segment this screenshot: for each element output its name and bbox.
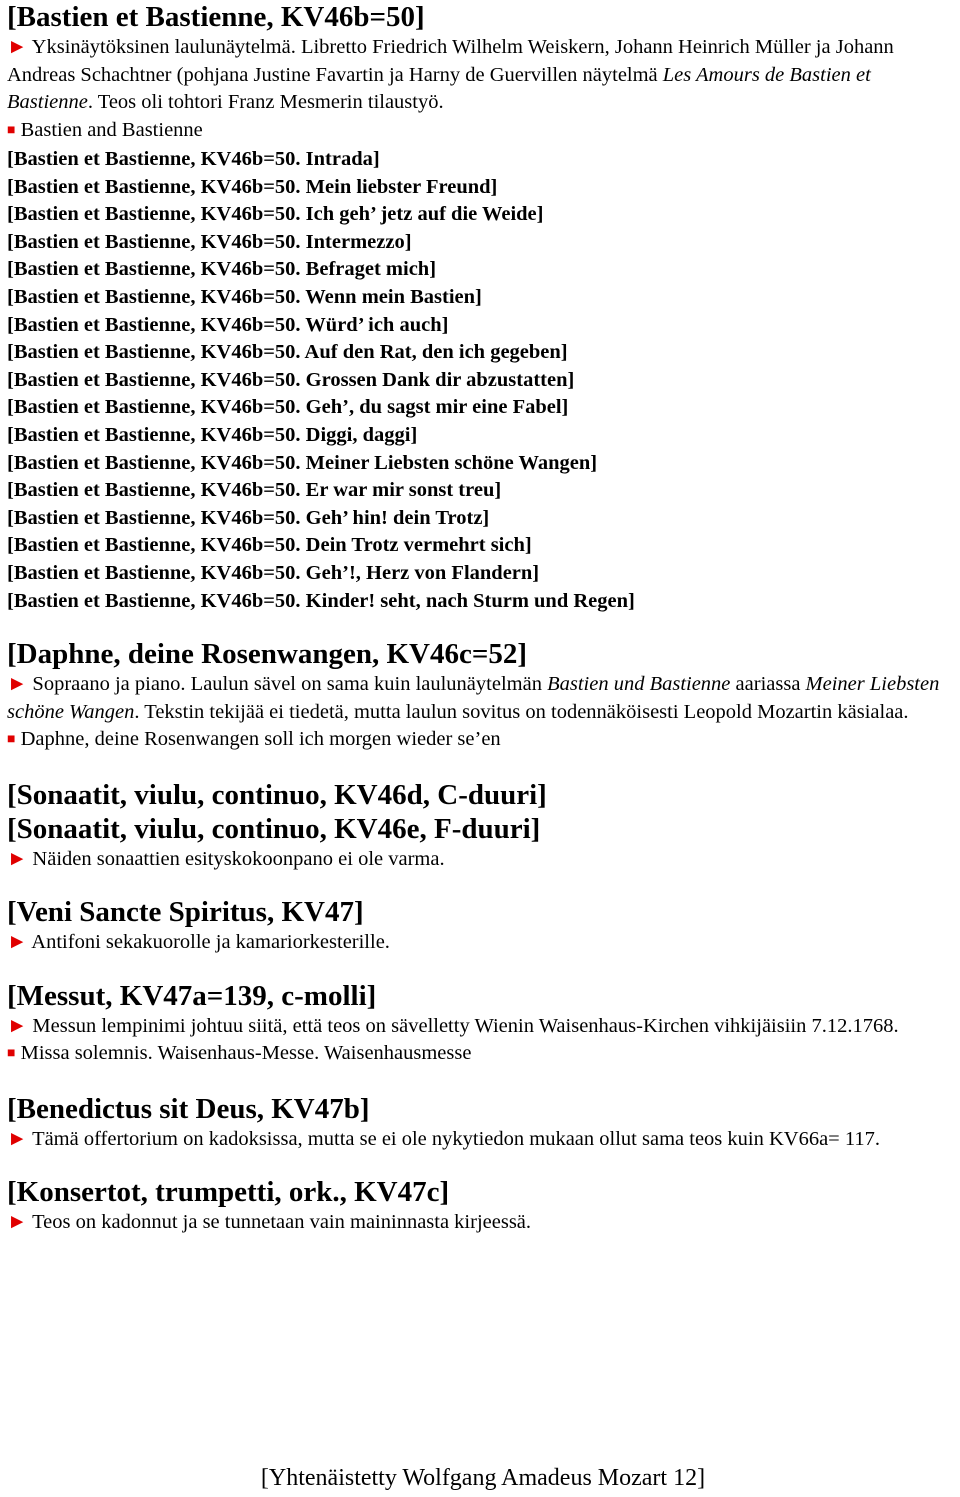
entry-description: ► Näiden sonaattien esityskokoonpano ei ole varma. [7, 847, 445, 870]
sub-entry: [Bastien et Bastienne, KV46b=50. Ich geh’ jetz auf die Weide] [7, 203, 544, 226]
sub-entry: [Bastien et Bastienne, KV46b=50. Geh’, du sagst mir eine Fabel] [7, 396, 569, 419]
sub-entry: [Bastien et Bastienne, KV46b=50. Grossen Dank dir abzustatten] [7, 368, 575, 391]
red-square-icon: ■ [7, 122, 16, 138]
sub-entry: [Bastien et Bastienne, KV46b=50. Würd’ ich auch] [7, 313, 449, 336]
entry-description: ► Antifoni sekakuorolle ja kamariorkesterille. [7, 931, 390, 954]
entry-bastien [7, 0, 957, 615]
entry-description: ► Sopraano ja piano. Laulun sävel on sama kuin laulunäytelmän Bastien und Bastienne aariassa Meiner Liebsten schöne Wangen. Tekstin tekijää ei tiedetä, mutta laulun sovitus on todennäköisesti Leopold Mozartin käsialaa. [7, 673, 940, 723]
sub-entry: [Bastien et Bastienne, KV46b=50. Geh’!, Herz von Flandern] [7, 561, 540, 584]
entry-title: [Messut, KV47a=139, c-molli] [7, 979, 377, 1012]
entry-title: [Daphne, deine Rosenwangen, KV46c=52] [7, 638, 528, 671]
entry-alt-title: ■ Daphne, deine Rosenwangen soll ich morgen wieder se’en [7, 728, 501, 751]
red-arrow-icon: ► [7, 1014, 28, 1037]
entry-konsertot [7, 1175, 957, 1237]
red-arrow-icon: ► [7, 1211, 28, 1234]
sub-entry: [Bastien et Bastienne, KV46b=50. Er war mir sonst treu] [7, 479, 502, 502]
entry-alt-title: ■ Missa solemnis. Waisenhaus-Messe. Waisenhausmesse [7, 1042, 472, 1065]
sub-entry: [Bastien et Bastienne, KV46b=50. Intermezzo] [7, 230, 412, 253]
page-footer [0, 1462, 960, 1494]
entry-messut [7, 979, 957, 1070]
entry-title: [Bastien et Bastienne, KV46b=50] [7, 1, 425, 33]
entry-title: [Veni Sancte Spiritus, KV47] [7, 896, 364, 929]
sub-entry: [Bastien et Bastienne, KV46b=50. Diggi, daggi] [7, 423, 418, 446]
sub-entry: [Bastien et Bastienne, KV46b=50. Auf den Rat, den ich gegeben] [7, 341, 568, 364]
red-square-icon: ■ [7, 732, 16, 748]
entry-description: ► Messun lempinimi johtuu siitä, että teos on sävelletty Wienin Waisenhaus-Kirchen vihkijäisiin 7.12.1768. [7, 1014, 899, 1037]
red-arrow-icon: ► [7, 847, 28, 870]
entry-veni-sancte [7, 895, 957, 957]
entry-title: [Benedictus sit Deus, KV47b] [7, 1092, 370, 1125]
red-square-icon: ■ [7, 1046, 16, 1062]
sub-entry: [Bastien et Bastienne, KV46b=50. Wenn mein Bastien] [7, 285, 482, 308]
sub-entry: [Bastien et Bastienne, KV46b=50. Befraget mich] [7, 258, 437, 281]
sub-entry: [Bastien et Bastienne, KV46b=50. Geh’ hin! dein Trotz] [7, 506, 490, 529]
entry-title: [Sonaatit, viulu, continuo, KV46d, C-duuri] [7, 778, 547, 811]
red-arrow-icon: ► [7, 931, 28, 954]
sub-entry: [Bastien et Bastienne, KV46b=50. Dein Trotz vermehrt sich] [7, 534, 532, 557]
red-arrow-icon: ► [7, 1127, 28, 1150]
entry-title: [Konsertot, trumpetti, ork., KV47c] [7, 1176, 450, 1209]
page-number: 12] [673, 1465, 706, 1491]
entry-description: ► Teos on kadonnut ja se tunnetaan vain maininnasta kirjeessä. [7, 1211, 532, 1234]
red-arrow-icon: ► [7, 673, 28, 696]
document-page [7, 0, 957, 1237]
sub-entry: [Bastien et Bastienne, KV46b=50. Kinder! seht, nach Sturm und Regen] [7, 589, 635, 612]
sub-entry: [Bastien et Bastienne, KV46b=50. Meiner Liebsten schöne Wangen] [7, 451, 598, 474]
entry-sonaatit [7, 778, 957, 874]
entry-alt-title: ■ Bastien and Bastienne [7, 118, 203, 141]
footer-text: [Yhtenäistetty Wolfgang Amadeus Mozart [260, 1465, 668, 1491]
entry-daphne [7, 637, 957, 756]
entry-description: ► Tämä offertorium on kadoksissa, mutta se ei ole nykytiedon mukaan ollut sama teos kuin KV66a= 117. [7, 1127, 880, 1150]
red-arrow-icon: ► [7, 36, 28, 58]
entry-description: ► Yksinäytöksinen laulunäytelmä. Libretto Friedrich Wilhelm Weiskern, Johann Heinrich Müller ja Johann Andreas Schachtner (pohjana Justine Favartin ja Harny de Guervillen näytelmä Les Amours de Bastien et Bastienne. Teos oli tohtori Franz Mesmerin tilaustyö. [7, 36, 894, 113]
entry-title-secondary: [Sonaatit, viulu, continuo, KV46e, F-duuri] [7, 812, 541, 845]
sub-entry: [Bastien et Bastienne, KV46b=50. Mein liebster Freund] [7, 175, 498, 198]
entry-benedictus [7, 1092, 957, 1154]
sub-entry: [Bastien et Bastienne, KV46b=50. Intrada] [7, 148, 380, 170]
